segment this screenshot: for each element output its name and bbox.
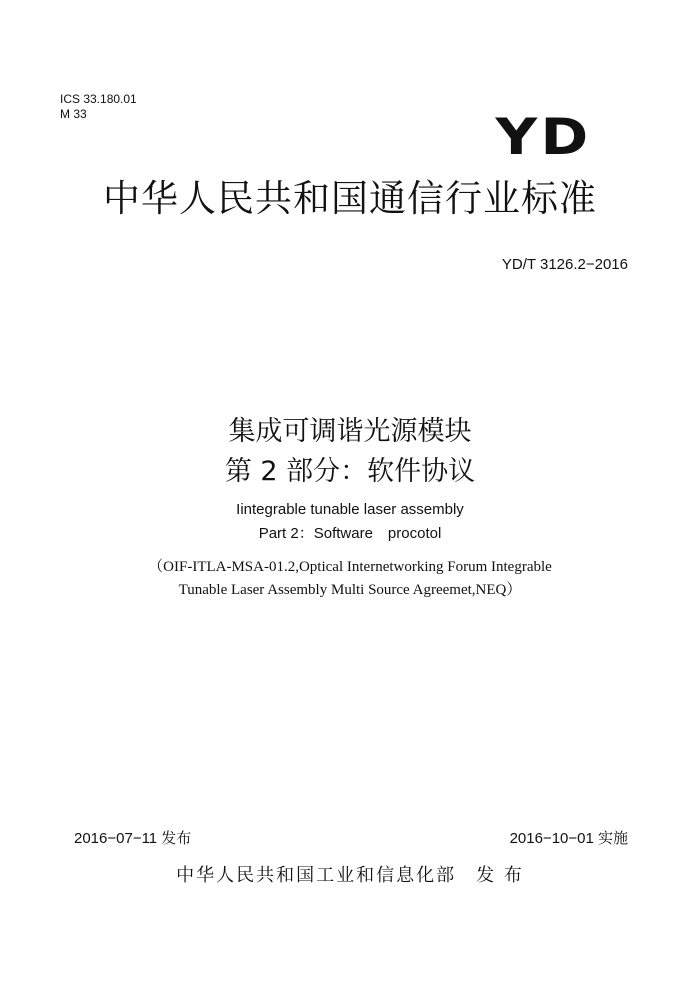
standard-category-title: 中华人民共和国通信行业标准 — [103, 177, 597, 220]
english-title-line-1: Iintegrable tunable laser assembly — [236, 501, 464, 518]
reference-line-1: （OIF-ITLA-MSA-01.2,Optical Internetworking Forum Integrable — [148, 559, 552, 575]
english-title — [0, 498, 700, 546]
english-title-line-2: Part 2：Software procotol — [258, 525, 442, 542]
issuing-authority: 中华人民共和国工业和信息化部 发 布 — [176, 865, 524, 886]
issue-date: 2016−07−11 发布 — [74, 830, 192, 847]
implementation-date: 2016−10−01 实施 — [509, 830, 628, 847]
standard-number: YD/T 3126.2−2016 — [501, 256, 628, 273]
yd-logo: YD — [495, 108, 592, 166]
chinese-title — [0, 412, 700, 492]
chinese-title-line-1: 集成可调谐光源模块 — [228, 416, 472, 447]
classification-codes — [60, 92, 137, 122]
chinese-title-line-2: 第 2 部分：软件协议 — [224, 456, 476, 487]
ccs-code: M 33 — [60, 107, 87, 121]
ics-code: ICS 33.180.01 — [60, 92, 137, 106]
reference-standard — [0, 556, 700, 602]
reference-line-2: Tunable Laser Assembly Multi Source Agreemet,NEQ） — [178, 582, 522, 598]
